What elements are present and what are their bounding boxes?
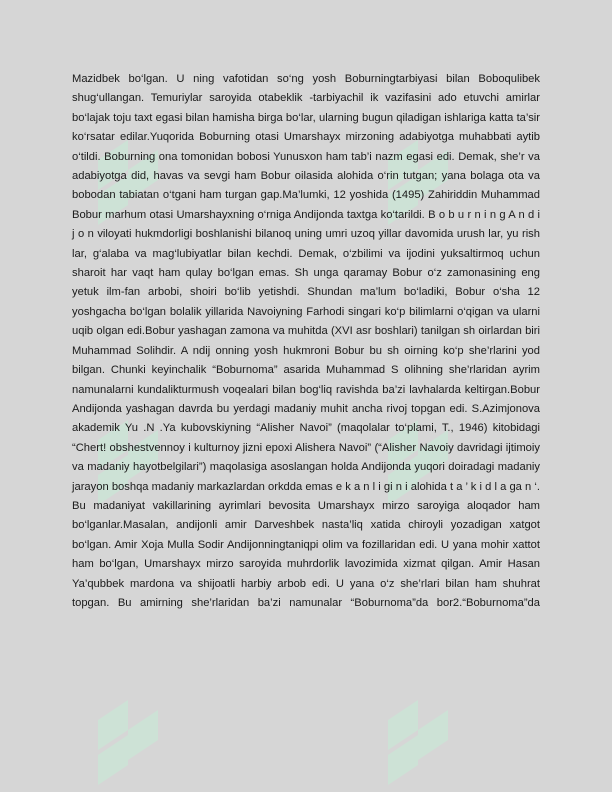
watermark-logo-icon (378, 690, 458, 790)
watermark-logo-icon (88, 690, 168, 790)
body-paragraph: Mazidbek bo‘lgan. U ning vafotidan so‘ng yosh Boburningtarbiyasi bilan Boboqulibek shug‘ullangan. Temuriylar saroyida otabeklik -tarbiyachil ik vazifasini ado etuvchi amirlar bo‘lajak toju taxt egasi bilan hamisha birga bo‘lar, ularning bugun qiladigan ishlariga katta ta’sir ko‘rsatar edilar.Yuqorida Boburning otasi Umarshayx mirzoning adabiyotga muhabbati aytib o‘tildi. Boburning ona tomonidan bobosi Yunusxon ham tab’i nazm egasi edi. Demak, she’r va adabiyotga did, havas va sevgi ham Bobur oilasida alohida o‘rin tutgan; yana bolaga ota va bobodan tabiatan o‘tgani ham turgan gap.Ma’lumki, 12 yoshida (1495) Zahiriddin Muhammad Bobur marhum otasi Umarshayxning o‘rniga Andijonda taxtga ko‘tarildi. B o b u r n i n g A n d i j o n viloyati hukmdorligi boshlanishi bilanoq uning umri uzoq yillar davomida urush lar, yu rish lar, g‘alaba va mag‘lubiyatlar bilan kechdi. Demak, o‘zbilimi va ijodini yuksaltirmoq uchun sharoit har vaqt ham qulay bo‘lgan emas. Sh unga qaramay Bobur o‘z zamonasining eng yetuk ilm-fan arbobi, shoiri bo‘lib yetishdi. Shundan ma’lum bo‘ladiki, Bobur o‘sha 12 yoshgacha bo‘lgan bolalik yillarida Navoiyning Farhodi singari ko‘p bilimlarni o‘qigan va ularni uqib olgan edi.Bobur yashagan zamona va muhitda (XVI asr boshlari) tanilgan sh oirlardan biri Muhammad Solihdir. A ndij onning yosh hukmroni Bobur bu sh oirning ko‘p she’rlarini yod bilgan. Chunki keyinchalik “Boburnoma” asarida Muhammad S olihning she’rlaridan ayrim namunalarni kundalikturmush voqealari bilan bog‘liq ravishda ba’zi lavhalarda keltirgan.Bobur Andijonda yashagan davrda bu yerdagi madaniy muhit ancha rivoj topgan edi. S.Azimjonova akademik Yu .N .Ya kubovskiyning “Alisher Navoi” (maqolalar to‘plami, T., 1946) kitobidagi “Chert! obshestvennoy i kulturnoy jizni epoxi Alishera Navoi” (“Alisher Navoiy davridagi ijtimoiy va madaniy hayotbelgilari”) maqolasiga asoslangan holda Andijonda yuqori doiradagi madaniy jarayon boshqa madaniy markazlardan orkdda emas e k a n l i gi n i alohida t a ’ k i d l a ga n ‘. Bu madaniyat vakillarining ayrimlari bevosita Umarshayx mirzo saroyiga aloqador ham bo‘lganlar.Masalan, andijonli amir Darveshbek nasta’liq xatida chiroyli yozadigan xatgot bo‘lgan. Amir Xoja Mulla Sodir Andijonningtaniqpi olim va fozillaridan edi. U yana mohir xattot ham bo‘lgan, Umarshayx mirzo saroyida muhrdorlik lavozimida xizmat qilgan. Amir Hasan Ya’qubbek mardona va shijoatli harbiy arbob edi. U yana o‘z she’rlari bilan ham shuhrat topgan. Bu amirning she’rlaridan ba’zi namunalar “Boburnoma”da bor2.“Boburnoma”da (72, 73, 540, 609)
